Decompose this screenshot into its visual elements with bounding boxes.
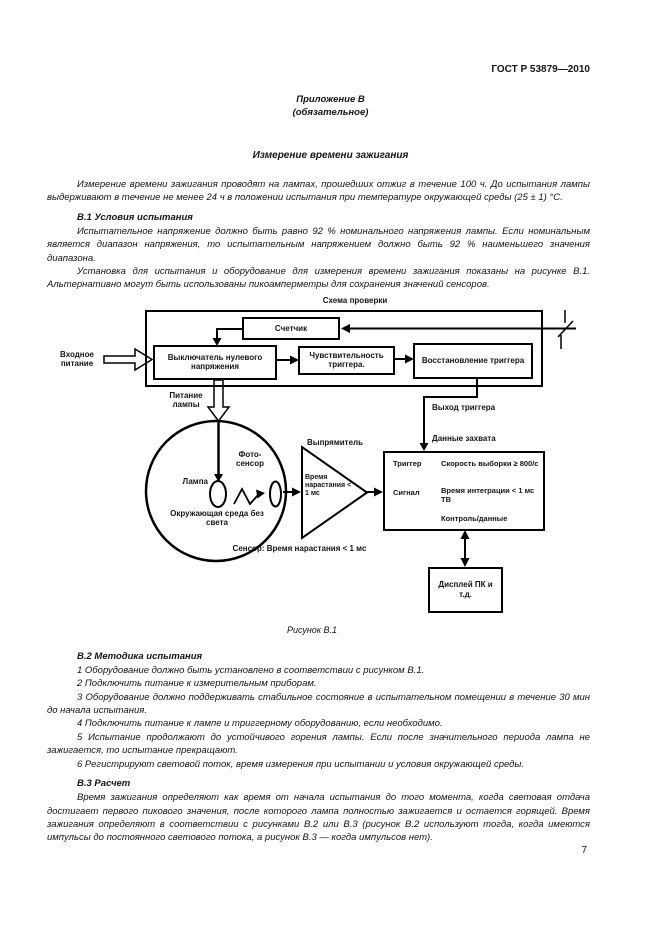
zero-voltage-switch-box: Выключатель нулевого напряжения (153, 345, 277, 380)
lamp-symbol (210, 481, 226, 507)
section-b2-heading: В.2 Методика испытания (77, 650, 203, 662)
b2-item-1: 1 Оборудование должно быть установлено в соответствии с рисунком В.1. (77, 664, 425, 676)
photo-sensor-symbol (270, 481, 281, 506)
b2-item-6: 6 Регистрируют световой поток, время измерения при испытании и условия окружающей среды. (77, 758, 525, 770)
light-ray-zigzag (234, 489, 258, 504)
section-b1-paragraph-2: Установка для испытания и оборудование для измерения времени зажигания показаны на рисунке В.1. Альтернативно могут быть использованы пикоамперметры для сохранения значений сенсоров. (47, 266, 590, 291)
lamp-label: Лампа (182, 476, 208, 486)
appendix-kind: (обязательное) (292, 107, 369, 118)
rectifier-label: Выпрямитель (306, 437, 364, 447)
scheme-title: Схема проверки (322, 295, 388, 305)
appendix-label: Приложение В (296, 94, 365, 105)
arrowhead-databox (374, 487, 383, 496)
trigger-recovery-box: Восстановление триггера (413, 343, 533, 379)
signal-row-label: Сигнал (393, 487, 420, 497)
section-b1-heading: В.1 Условия испытания (77, 211, 193, 223)
sensor-note-label: Сенсор: Время нарастания < 1 мс (232, 543, 367, 553)
arrowhead-rectifier (292, 487, 301, 496)
photo-sensor-label: Фото-сенсор (236, 449, 264, 469)
arrowhead-up-display-link (461, 530, 470, 539)
page-number: 7 (581, 845, 587, 856)
rise-time-label: Время нарастания < 1 мс (305, 473, 352, 498)
b2-item-2: 2 Подключить питание к измерительным приборам. (77, 678, 317, 690)
appendix-block (0, 93, 661, 119)
figure-b1-diagram (0, 295, 661, 642)
figure-caption: Рисунок В.1 (286, 624, 338, 635)
b2-item-5: 5 Испытание продолжают до устойчивого горения лампы. Если после значительного периода лампа не зажигается, то испытание прекращают. (47, 731, 590, 757)
sample-rate-label: Скорость выборки ≥ 800/с (441, 458, 539, 468)
standard-number: ГОСТ Р 53879—2010 (491, 64, 590, 75)
environment-label: Окружающая среда без света (170, 508, 264, 528)
pc-display-box: Дисплей ПК и т.д. (428, 567, 503, 613)
input-power-label: Входное питание (60, 349, 94, 369)
section-b3-heading: В.3 Расчет (77, 778, 131, 790)
trigger-output-label: Выход триггера (432, 402, 496, 412)
capture-data-label: Данные захвата (432, 433, 496, 443)
section-b1-paragraph-1: Испытательное напряжение должно быть равно 92 % номинального напряжения лампы. Если номинальным является диапазон напряжения, то испытательным напряжением должно быть 92 % наименьшего значения диапазона. (47, 225, 590, 264)
b2-item-3: 3 Оборудование должно поддерживать стабильное состояние в испытательном помещении в течение 30 мин до начала испытания. (47, 691, 590, 717)
section-b3-paragraph: Время зажигания определяют как время от начала испытания до того момента, когда световая отдача достигает первого пикового значения, после которого лампа полностью зажигается и остается горящей. Время зажигания определяют в соответствии с рисунками В.2 или В.3 (рисунок В.2 используют тогда, когда имеются импульсы до постоянного светового потока, а рисунок В.3 — когда импульсов нет). (47, 792, 590, 844)
arrowhead-zigzag (256, 489, 265, 498)
trigger-row-label: Триггер (393, 458, 422, 468)
lamp-power-label: Питание лампы (169, 390, 203, 410)
integration-time-label: Время интеграции < 1 мс ТВ (441, 485, 535, 504)
counter-box: Счетчик (242, 317, 340, 340)
intro-paragraph: Измерение времени зажигания проводят на лампах, прошедших отжиг в течение 100 ч. До испытания лампы выдерживают в течение не менее 24 ч в положении испытания при температуре окружающей среды (25 ± 1) °С. (47, 179, 590, 204)
control-data-label: Контроль/данные (441, 513, 508, 523)
arrowhead-down-display-link (461, 558, 470, 567)
trigger-sensitivity-box: Чувствительность триггера. (298, 346, 395, 375)
page-title: Измерение времени зажигания (252, 150, 409, 161)
data-acquisition-box (383, 451, 545, 531)
b2-item-4: 4 Подключить питание к лампе и триггерному оборудованию, если необходимо. (77, 718, 443, 730)
arrowhead-capture (420, 443, 429, 451)
